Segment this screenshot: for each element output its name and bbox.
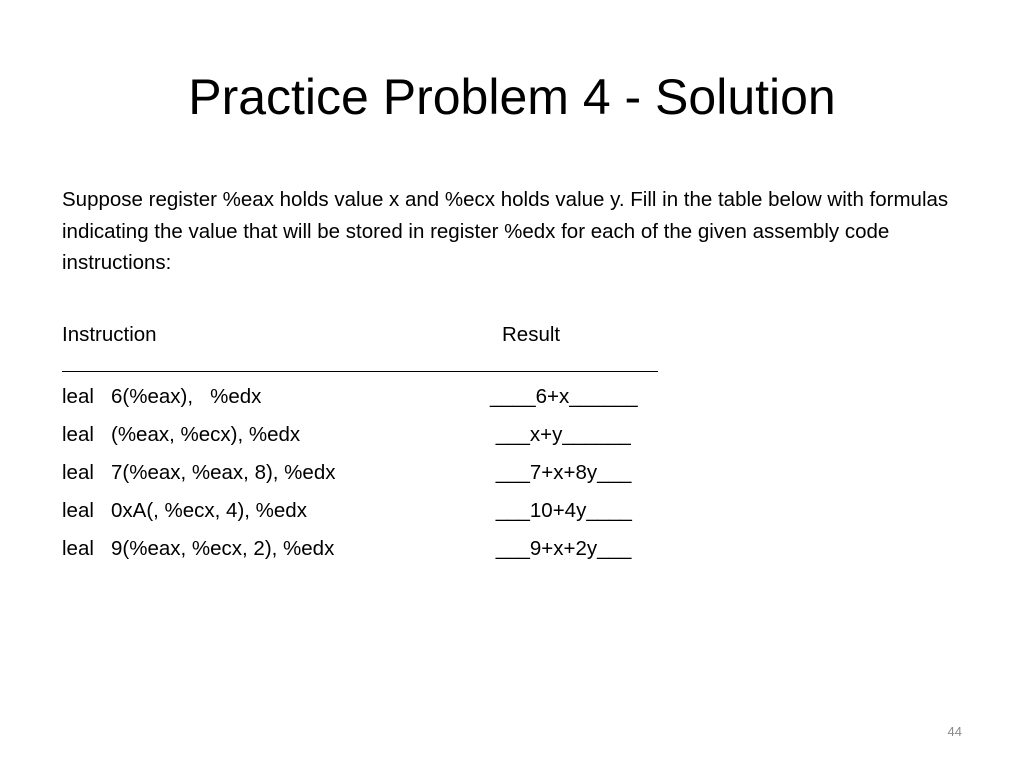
instruction-cell: leal 9(%eax, %ecx, 2), %edx xyxy=(62,537,335,560)
table-header xyxy=(62,321,702,349)
table-row xyxy=(62,497,702,525)
instruction-cell: leal (%eax, %ecx), %edx xyxy=(62,423,301,446)
instruction-cell: leal 7(%eax, %eax, 8), %edx xyxy=(62,461,336,484)
result-cell: ___7+x+8y___ xyxy=(490,461,632,484)
result-column-header: Result xyxy=(502,323,561,346)
result-cell: ___9+x+2y___ xyxy=(490,537,632,560)
result-cell: ___x+y______ xyxy=(490,423,631,446)
slide-title: Practice Problem 4 - Solution xyxy=(188,69,836,125)
table-row xyxy=(62,459,702,487)
result-cell: ____6+x______ xyxy=(490,385,638,408)
table-row xyxy=(62,535,702,563)
result-cell: ___10+4y____ xyxy=(490,499,632,522)
instruction-cell: leal 0xA(, %ecx, 4), %edx xyxy=(62,499,307,522)
instruction-cell: leal 6(%eax), %edx xyxy=(62,385,262,408)
instruction-column-header: Instruction xyxy=(62,323,157,346)
page-number: 44 xyxy=(947,724,962,739)
problem-statement: Suppose register %eax holds value x and %ecx holds value y. Fill in the table below with formulas indicating the value that will be stored in register %edx for each of the given assembly code instructions: xyxy=(62,188,949,274)
table-row xyxy=(62,421,702,449)
header-divider xyxy=(62,371,658,372)
table-row xyxy=(62,383,702,411)
